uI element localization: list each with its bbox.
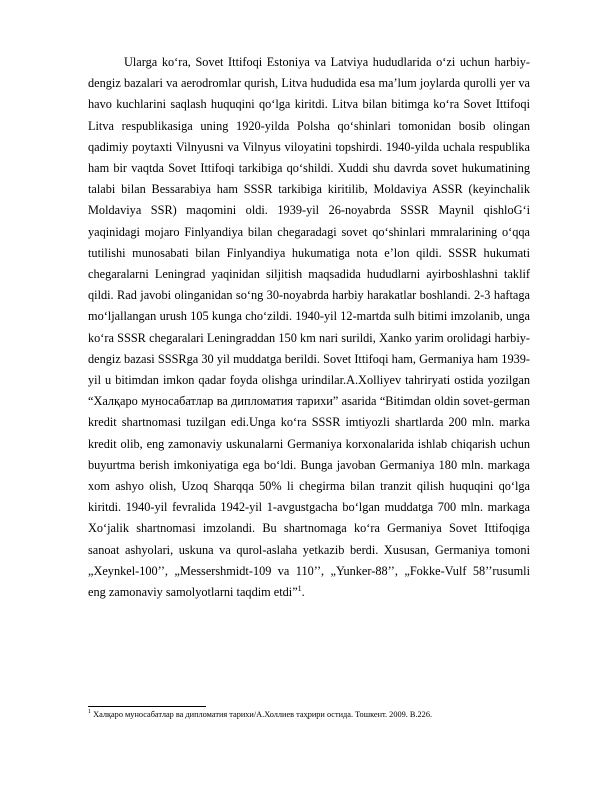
footnote-divider xyxy=(88,706,206,707)
footnote xyxy=(88,709,530,720)
main-paragraph: Ularga ko‘ra, Sovet Ittifoqi Estoniya va Latviya hududlarida o‘zi uchun harbiy-dengiz bazalari va aerodromlar qurish, Litva hududida esa ma’lum joylarda qurolli yer va havo kuchlarini saqlash huquqini qo‘lga kiritdi. Litva bilan bitimga ko‘ra Sovet Ittifoqi Litva respublikasiga uning 1920-yilda Polsha qo‘shinlari tomonidan bosib olingan qadimiy poytaxti Vilnyusni va Vilnyus viloyatini topshirdi. 1940-yilda uchala respublika ham bir vaqtda Sovet Ittifoqi tarkibiga qo‘shildi. Xuddi shu davrda sovet hukumatining talabi bilan Bessarabiya ham SSSR tarkibiga kiritilib, Moldaviya ASSR (keyinchalik Moldaviya SSR) maqomini oldi. 1939-yil 26-noyabrda SSSR Maynil qishloG‘i yaqinidagi mojaro Finlyandiya bilan chegaradagi sovet qo‘shinlari mmralarining o‘qqa tutilishi munosabati bilan Finlyandiya hukumatiga nota e’lon qildi. SSSR hukumati chegaralarni Leningrad yaqinidan siljitish maqsadida hududlarni ayirboshlashni taklif qildi. Rad javobi olinganidan so‘ng 30-noyabrda harbiy harakatlar boshlandi. 2-3 haftaga mo‘ljallangan urush 105 kunga cho‘zildi. 1940-yil 12-martda sulh bitimi imzolanib, unga ko‘ra SSSR chegaralari Leningraddan 150 km nari surildi, Xanko yarim orolidagi harbiy-dengiz bazasi SSSRga 30 yil muddatga berildi. Sovet Ittifoqi ham, Germaniya ham 1939- yil u bitimdan imkon qadar foyda olishga urindilar.A.Xolliyev tahriryati ostida yozilgan “Халқаро муносабатлар ва дипломатия тарихи” asarida “Bitimdan oldin sovet-german kredit shartnomasi tuzilgan edi.Unga ko‘ra SSSR imtiyozli shartlarda 200 mln. marka kredit olib, eng zamonaviy uskunalarni Germaniya korxonalarida ishlab chiqarish uchun buyurtma berish imkoniyatiga ega bo‘ldi. Bunga javoban Germaniya 180 mln. markaga xom ashyo olish, Uzoq Sharqqa 50% li chegirma bilan tranzit qilish huquqini qo‘lga kiritdi. 1940-yil fevralida 1942-yil 1-avgustgacha bo‘lgan muddatga 700 mln. markaga Xo‘jalik shartnomasi imzolandi. Bu shartnomaga ko‘ra Germaniya Sovet Ittifoqiga sanoat ashyolari, uskuna va qurol-aslaha yetkazib berdi. Xususan, Germaniya tomoni „Xeynkel-100’’, „Messershmidt-109 va 110’’, „Yunker-88’’, „Fokke-Vulf 58’’rusumli eng zamonaviy samolyotlarni taqdim etdi”$^1$. xyxy=(88,55,530,600)
footnote-reference: 1 xyxy=(297,583,302,593)
paragraph-text: Ularga ko‘ra, Sovet Ittifoqi Estoniya va Latviya hududlarida o‘zi uchun harbiy-dengiz bazalari va aerodromlar qurish, Litva hududida esa ma’lum joylarda qurolli yer va havo kuchlarini saqlash huquqini qo‘lga kiritdi. Litva bilan bitimga ko‘ra Sovet Ittifoqi Litva respublikasiga uning 1920-yilda Polsha qo‘shinlari tomonidan bosib olingan qadimiy poytaxti Vilnyusni va Vilnyus viloyatini topshirdi. 1940-yilda uchala respublika ham bir vaqtda Sovet Ittifoqi tarkibiga qo‘shildi. Xuddi shu davrda sovet hukumatining talabi bilan Bessarabiya ham SSSR tarkibiga kiritilib, Moldaviya ASSR (keyinchalik Moldaviya SSR) maqomini oldi. 1939-yil 26-noyabrda SSSR Maynil qishloG‘i yaqinidagi mojaro Finlyandiya bilan chegaradagi sovet qo‘shinlari mmralarining o‘qqa tutilishi munosabati bilan Finlyandiya hukumatiga nota e’lon qildi. SSSR hukumati chegaralarni Leningrad yaqinidan siljitish maqsadida hududlarni ayirboshlashni taklif qildi. Rad javobi olinganidan so‘ng 30-noyabrda harbiy harakatlar boshlandi. 2-3 haftaga mo‘ljallangan urush 105 kunga cho‘zildi. 1940-yil 12-martda sulh bitimi imzolanib, unga ko‘ra SSSR chegaralari Leningraddan 150 km nari surildi, Xanko yarim orolidagi harbiy-dengiz bazasi SSSRga 30 yil muddatga berildi. Sovet Ittifoqi ham, Germaniya ham 1939- yil u bitimdan imkon qadar foyda olishga urindilar.A.Xolliyev tahriryati ostida yozilgan “Халқаро муносабатлар ва дипломатия тарихи” asarida “Bitimdan oldin sovet-german kredit shartnomasi tuzilgan edi.Unga ko‘ra SSSR imtiyozli shartlarda 200 mln. marka kredit olib, eng zamonaviy uskunalarni Germaniya korxonalarida ishlab chiqarish uchun buyurtma berish imkoniyatiga ega bo‘ldi. Bunga javoban Germaniya 180 mln. markaga xom ashyo olish, Uzoq Sharqqa 50% li chegirma bilan tranzit qilish huquqini qo‘lga kiritdi. 1940-yil fevralida 1942-yil 1-avgustgacha bo‘lgan muddatga 700 mln. markaga Xo‘jalik shartnomasi imzolandi. Bu shartnomaga ko‘ra Germaniya Sovet Ittifoqiga sanoat ashyolari, uskuna va qurol-aslaha yetkazib berdi. Xususan, Germaniya tomoni „Xeynkel-100’’, „Messershmidt-109 va 110’’, „Yunker-88’’, „Fokke-Vulf 58’’rusumli eng zamonaviy samolyotlarni taqdim etdi” xyxy=(88,55,530,600)
footnote-text: Халқаро муносабатлар ва дипломатия тарихи/А.Холлиев таҳрири остида. Тошкент. 2009. B.226. xyxy=(93,710,433,719)
footnote-marker: 1 xyxy=(88,709,91,716)
